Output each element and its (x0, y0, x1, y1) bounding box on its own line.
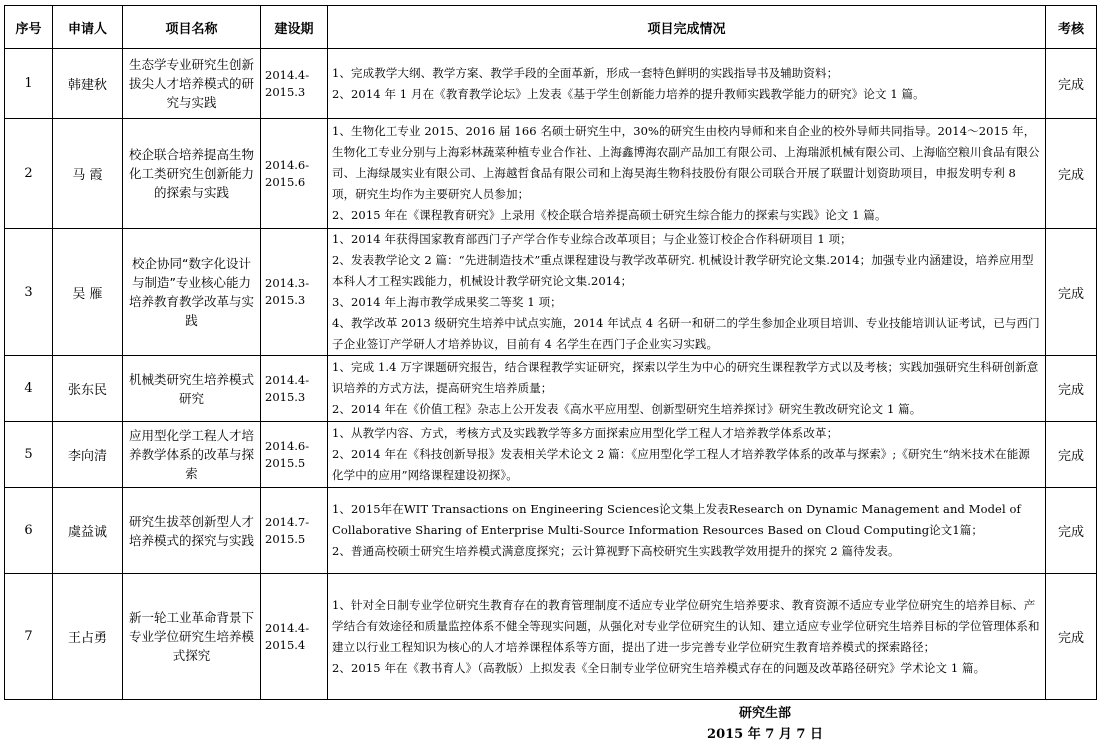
header-result: 考核 (1046, 6, 1097, 49)
detail-item: 1、针对全日制专业学位研究生教育存在的教育管理制度不适应专业学位研究生培养要求、教育资源不适应专业学位研究生的培养目标、产学结合有效途径和质量监控体系不健全等现实问题，从强化对专业学位研究生的认知、建立适应专业学位研究生培养目标的学位管理体系和建立以行业工程知识为核心的人才培养课程体系等方面，提出了进一步完善专业学位研究生教育培养模式的探索路径； (332, 597, 1040, 654)
construction-period: 2014.4-2015.3 (261, 356, 328, 422)
table-row (5, 49, 1097, 119)
signature-date: 2015 年 7 月 7 日 (707, 727, 823, 742)
header-no: 序号 (5, 6, 53, 49)
project-name: 生态学专业研究生创新拔尖人才培养模式的研究与实践 (123, 49, 261, 119)
detail-item: 2、普通高校硕士研究生培养模式满意度探究；云计算视野下高校研究生实践教学效用提升的探究 2 篇待发表。 (332, 544, 900, 558)
detail-item: 2、2015 年在《教书育人》（高教版）上拟发表《全日制专业学位研究生培养模式存在的问题及改革路径研究》学术论文 1 篇。 (332, 660, 986, 675)
detail-item: 1、完成 1.4 万字课题研究报告，结合课程教学实证研究，探索以学生为中心的研究生课程教学方式以及考核；实践加强研究生科研创新意识培养的方式方法，提高研究生培养质量； (332, 360, 1039, 395)
detail-item: 1、完成教学大纲、教学方案、教学手段的全面革新，形成一套特色鲜明的实践指导书及辅助资料； (332, 65, 839, 80)
table-row (5, 422, 1097, 488)
construction-period: 2014.4-2015.4 (261, 574, 328, 700)
detail-item: 2、发表教学论文 2 篇：“先进制造技术”重点课程建设与教学改革研究. 机械设计教学研究论文集.2014；加强专业内涵建设，培养应用型本科人才工程实践能力，机械设计教学研究论文集.2014； (332, 253, 1034, 288)
assessment-result: 完成 (1046, 422, 1097, 488)
header-applicant: 申请人 (53, 6, 123, 49)
applicant-name: 李向清 (53, 422, 123, 488)
project-name: 应用型化学工程人才培养教学体系的改革与探索 (123, 422, 261, 488)
construction-period: 2014.6-2015.5 (261, 422, 328, 488)
row-number: 3 (5, 229, 53, 356)
completion-details (328, 119, 1046, 229)
construction-period: 2014.3-2015.3 (261, 229, 328, 356)
project-name: 机械类研究生培养模式研究 (123, 356, 261, 422)
detail-item: 1、从教学内容、方式，考核方式及实践教学等多方面探索应用型化学工程人才培养教学体系改革； (332, 426, 839, 440)
table-row (5, 488, 1097, 574)
signature-department: 研究生部 (738, 706, 791, 721)
table-row (5, 356, 1097, 422)
table-row (5, 229, 1097, 356)
detail-item: 1、2015年在WIT Transactions on Engineering Sciences论文集上发表Research on Dynamic Management and Model of Collaborative Sharing of Enterprise Multi-Source Information Resources Based on Cloud Computing论文1篇； (332, 502, 1021, 537)
applicant-name: 张东民 (53, 356, 123, 422)
assessment-result: 完成 (1046, 488, 1097, 574)
completion-details (328, 49, 1046, 119)
table-row (5, 574, 1097, 700)
applicant-name: 吴 雁 (53, 229, 123, 356)
applicant-name: 韩建秋 (53, 49, 123, 119)
row-number: 4 (5, 356, 53, 422)
detail-item: 2、2014 年在《科技创新导报》发表相关学术论文 2 篇：《应用型化学工程人才培养教学体系的改革与探索》;《研究生“纳米技术在能源化学中的应用”网络课程建设初探》。 (332, 447, 1030, 482)
detail-item: 4、教学改革 2013 级研究生培养中试点实施，2014 年试点 4 名研一和研二的学生参加企业项目培训、专业技能培训认证考试，已与西门子企业签订产学研人才培养协议，目前有 4 名学生在西门子企业实习实践。 (332, 316, 1040, 351)
detail-item: 3、2014 年上海市教学成果奖二等奖 1 项； (332, 295, 562, 309)
detail-item: 2、2014 年 1 月在《教育教学论坛》上发表《基于学生创新能力培养的提升教师实践教学能力的研究》论文 1 篇。 (332, 86, 925, 101)
completion-details (328, 229, 1046, 356)
table-header-row (5, 6, 1097, 49)
row-number: 7 (5, 574, 53, 700)
assessment-result: 完成 (1046, 574, 1097, 700)
detail-item: 1、2014 年获得国家教育部西门子产学合作专业综合改革项目；与企业签订校企合作科研项目 1 项； (332, 232, 852, 246)
construction-period: 2014.7-2015.5 (261, 488, 328, 574)
completion-details (328, 488, 1046, 574)
row-number: 6 (5, 488, 53, 574)
header-details: 项目完成情况 (328, 6, 1046, 49)
project-name: 校企联合培养提高生物化工类研究生创新能力的探索与实践 (123, 119, 261, 229)
construction-period: 2014.4-2015.3 (261, 49, 328, 119)
row-number: 5 (5, 422, 53, 488)
assessment-result: 完成 (1046, 49, 1097, 119)
header-project: 项目名称 (123, 6, 261, 49)
project-name: 新一轮工业革命背景下专业学位研究生培养模式探究 (123, 574, 261, 700)
project-table (4, 5, 1097, 700)
header-period: 建设期 (261, 6, 328, 49)
completion-details (328, 574, 1046, 700)
completion-details (328, 422, 1046, 488)
row-number: 1 (5, 49, 53, 119)
applicant-name: 虞益诚 (53, 488, 123, 574)
assessment-result: 完成 (1046, 229, 1097, 356)
assessment-result: 完成 (1046, 356, 1097, 422)
detail-item: 2、2015 年在《课程教育研究》上录用《校企联合培养提高硕士研究生综合能力的探索与实践》论文 1 篇。 (332, 208, 887, 222)
completion-details (328, 356, 1046, 422)
detail-item: 1、生物化工专业 2015、2016 届 166 名硕士研究生中，30%的研究生由校内导师和来自企业的校外导师共同指导。2014～2015 年，生物化工专业分别与上海彩林蔬菜种植专业合作社、上海鑫博海农副产品加工有限公司、上海瑞派机械有限公司、上海临空粮川食品有限公司、上海绿晟实业有限公司、上海越哲食品有限公司和上海昊海生物科技股份有限公司联合开展了联盟计划资助项目，申报发明专利 8 项，研究生均作为主要研究人员参加； (332, 124, 1040, 201)
project-name: 研究生拔萃创新型人才培养模式的探究与实践 (123, 488, 261, 574)
project-name: 校企协同“数字化设计与制造”专业核心能力培养教育教学改革与实践 (123, 229, 261, 356)
applicant-name: 马 霞 (53, 119, 123, 229)
assessment-result: 完成 (1046, 119, 1097, 229)
detail-item: 2、2014 年在《价值工程》杂志上公开发表《高水平应用型、创新型研究生培养探讨》研究生教改研究论文 1 篇。 (332, 402, 922, 416)
table-row (5, 119, 1097, 229)
applicant-name: 王占勇 (53, 574, 123, 700)
construction-period: 2014.6-2015.6 (261, 119, 328, 229)
row-number: 2 (5, 119, 53, 229)
